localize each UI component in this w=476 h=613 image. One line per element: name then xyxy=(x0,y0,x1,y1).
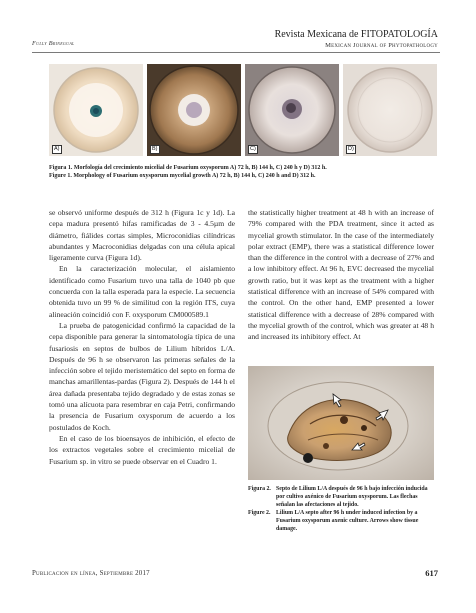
petri-dish-a-image xyxy=(49,64,143,156)
lily-scale-photo xyxy=(248,366,434,480)
figure-1-caption-en: Figure 1. Morphology of Fusarium oxysporum mycelial growth A) 72 h, B) 144 h, C) 240 h and D) 312 h. xyxy=(49,173,316,180)
figure-1-caption xyxy=(49,164,449,181)
header-rule xyxy=(32,52,440,53)
paragraph: the statistically higher treatment at 48 h with an increase of 79% compared with the PDA treatment, since it acted as mycelial growth stimulator. In the case of the intermediately polar extract (EMP), there was a statistical difference lower than the difference in the control with a decrease of 27% and a low inhibitory effect. At 96 h, EVC decreased the mycelial growth ratio, but it was kept as the treatment with a higher statistical difference with an increase of 54% compared with the control. On the other hand, EMP presented a lower statistical difference with a decrease of 28% compared with the mycelial growth of the control, which was greater at 48 h and increased its inhibitory effect. At xyxy=(248,208,434,342)
figure-2-caption-en xyxy=(248,510,434,534)
running-author: Fully Brinegual xyxy=(32,40,75,47)
page-number: 617 xyxy=(425,568,438,578)
petri-dish-d-image xyxy=(343,64,437,156)
caption-text: Septo de Lilium L/A después de 96 h bajo infección inducida por cultivo axénico de Fusarium oxysporum. Las flechas señalan las afectaciones al tejido. xyxy=(276,486,428,508)
caption-label: Figura 2. xyxy=(248,486,271,492)
journal-title-en: Mexican Journal of Phytopathology xyxy=(325,42,438,49)
figure-1-panel-c xyxy=(245,64,339,156)
figure-1-panel-d xyxy=(343,64,437,156)
footer-publication-date: Publicacion en línea, Septiembre 2017 xyxy=(32,570,150,577)
figure-1-caption-es: Figura 1. Morfología del crecimiento micelial de Fusarium oxysporum A) 72 h, B) 144 h, C) 240 h y D) 312 h. xyxy=(49,165,327,171)
journal-title-es: Revista Mexicana de FITOPATOLOGÍA xyxy=(274,29,438,40)
right-text-column xyxy=(248,207,434,343)
figure-1 xyxy=(49,64,438,157)
paragraph: se observó uniforme después de 312 h (Figura 1c y 1d). La cepa madura presentó hifas ramificadas de 3 - 4.5µm de diámetro, fiálides cortas simples, Microconidias cilíndricas abundantes y Macroconidias delgadas con una célula apical ligeramente curva (Figura 1d). xyxy=(49,208,235,263)
paragraph: En la caracterización molecular, el aislamiento identificado como Fusarium tuvo una talla de 1040 pb que concuerda con la talla esperada para la especie. La secuencia obtenida tuvo un 99 % de similitud con la región ITS, cuya alineación coincidió con F. oxysporum CM000589.1 xyxy=(49,264,235,319)
panel-label-d: D) xyxy=(348,146,354,152)
panel-label-b: B) xyxy=(152,146,158,152)
paragraph: La prueba de patogenicidad confirmó la capacidad de la cepa disponible para generar la sintomatología típica de una fusariosis en septos de bulbos de Lilium híbridos L/A. Después de 96 h se observaron las primeras señales de la infección sobre el tejido meristemático del septo en forma de manchas amarillentas-pardas (Figura 2). Después de 144 h el área dañada presentaba tejido degradado y de estas zonas se tomó una alícuota para resembrar en caja Petri, confirmando la presencia de Fusarium oxysporum de acuerdo a los postulados de Koch. xyxy=(49,320,235,432)
figure-1-panel-a xyxy=(49,64,143,156)
petri-dish-c-image xyxy=(245,64,339,156)
left-text-column xyxy=(49,207,235,467)
figure-2-caption xyxy=(248,486,434,533)
figure-1-panel-b xyxy=(147,64,241,156)
panel-label-c: C) xyxy=(250,146,256,152)
panel-label-a: A) xyxy=(54,146,60,152)
paragraph: En el caso de los bioensayos de inhibición, el efecto de los extractos vegetales sobre el crecimiento micelial de Fusarium sp. in vitro se puede observar en el Cuadro 1. xyxy=(49,433,235,466)
figure-2-image xyxy=(248,366,434,480)
petri-dish-b-image xyxy=(147,64,241,156)
caption-label: Figure 2. xyxy=(248,509,271,516)
caption-text: Lilium L/A septo after 96 h under induced infection by a Fusarium oxysporum axenic culture. Arrows show tissue damage. xyxy=(276,509,419,532)
figure-2-caption-es xyxy=(248,486,434,510)
